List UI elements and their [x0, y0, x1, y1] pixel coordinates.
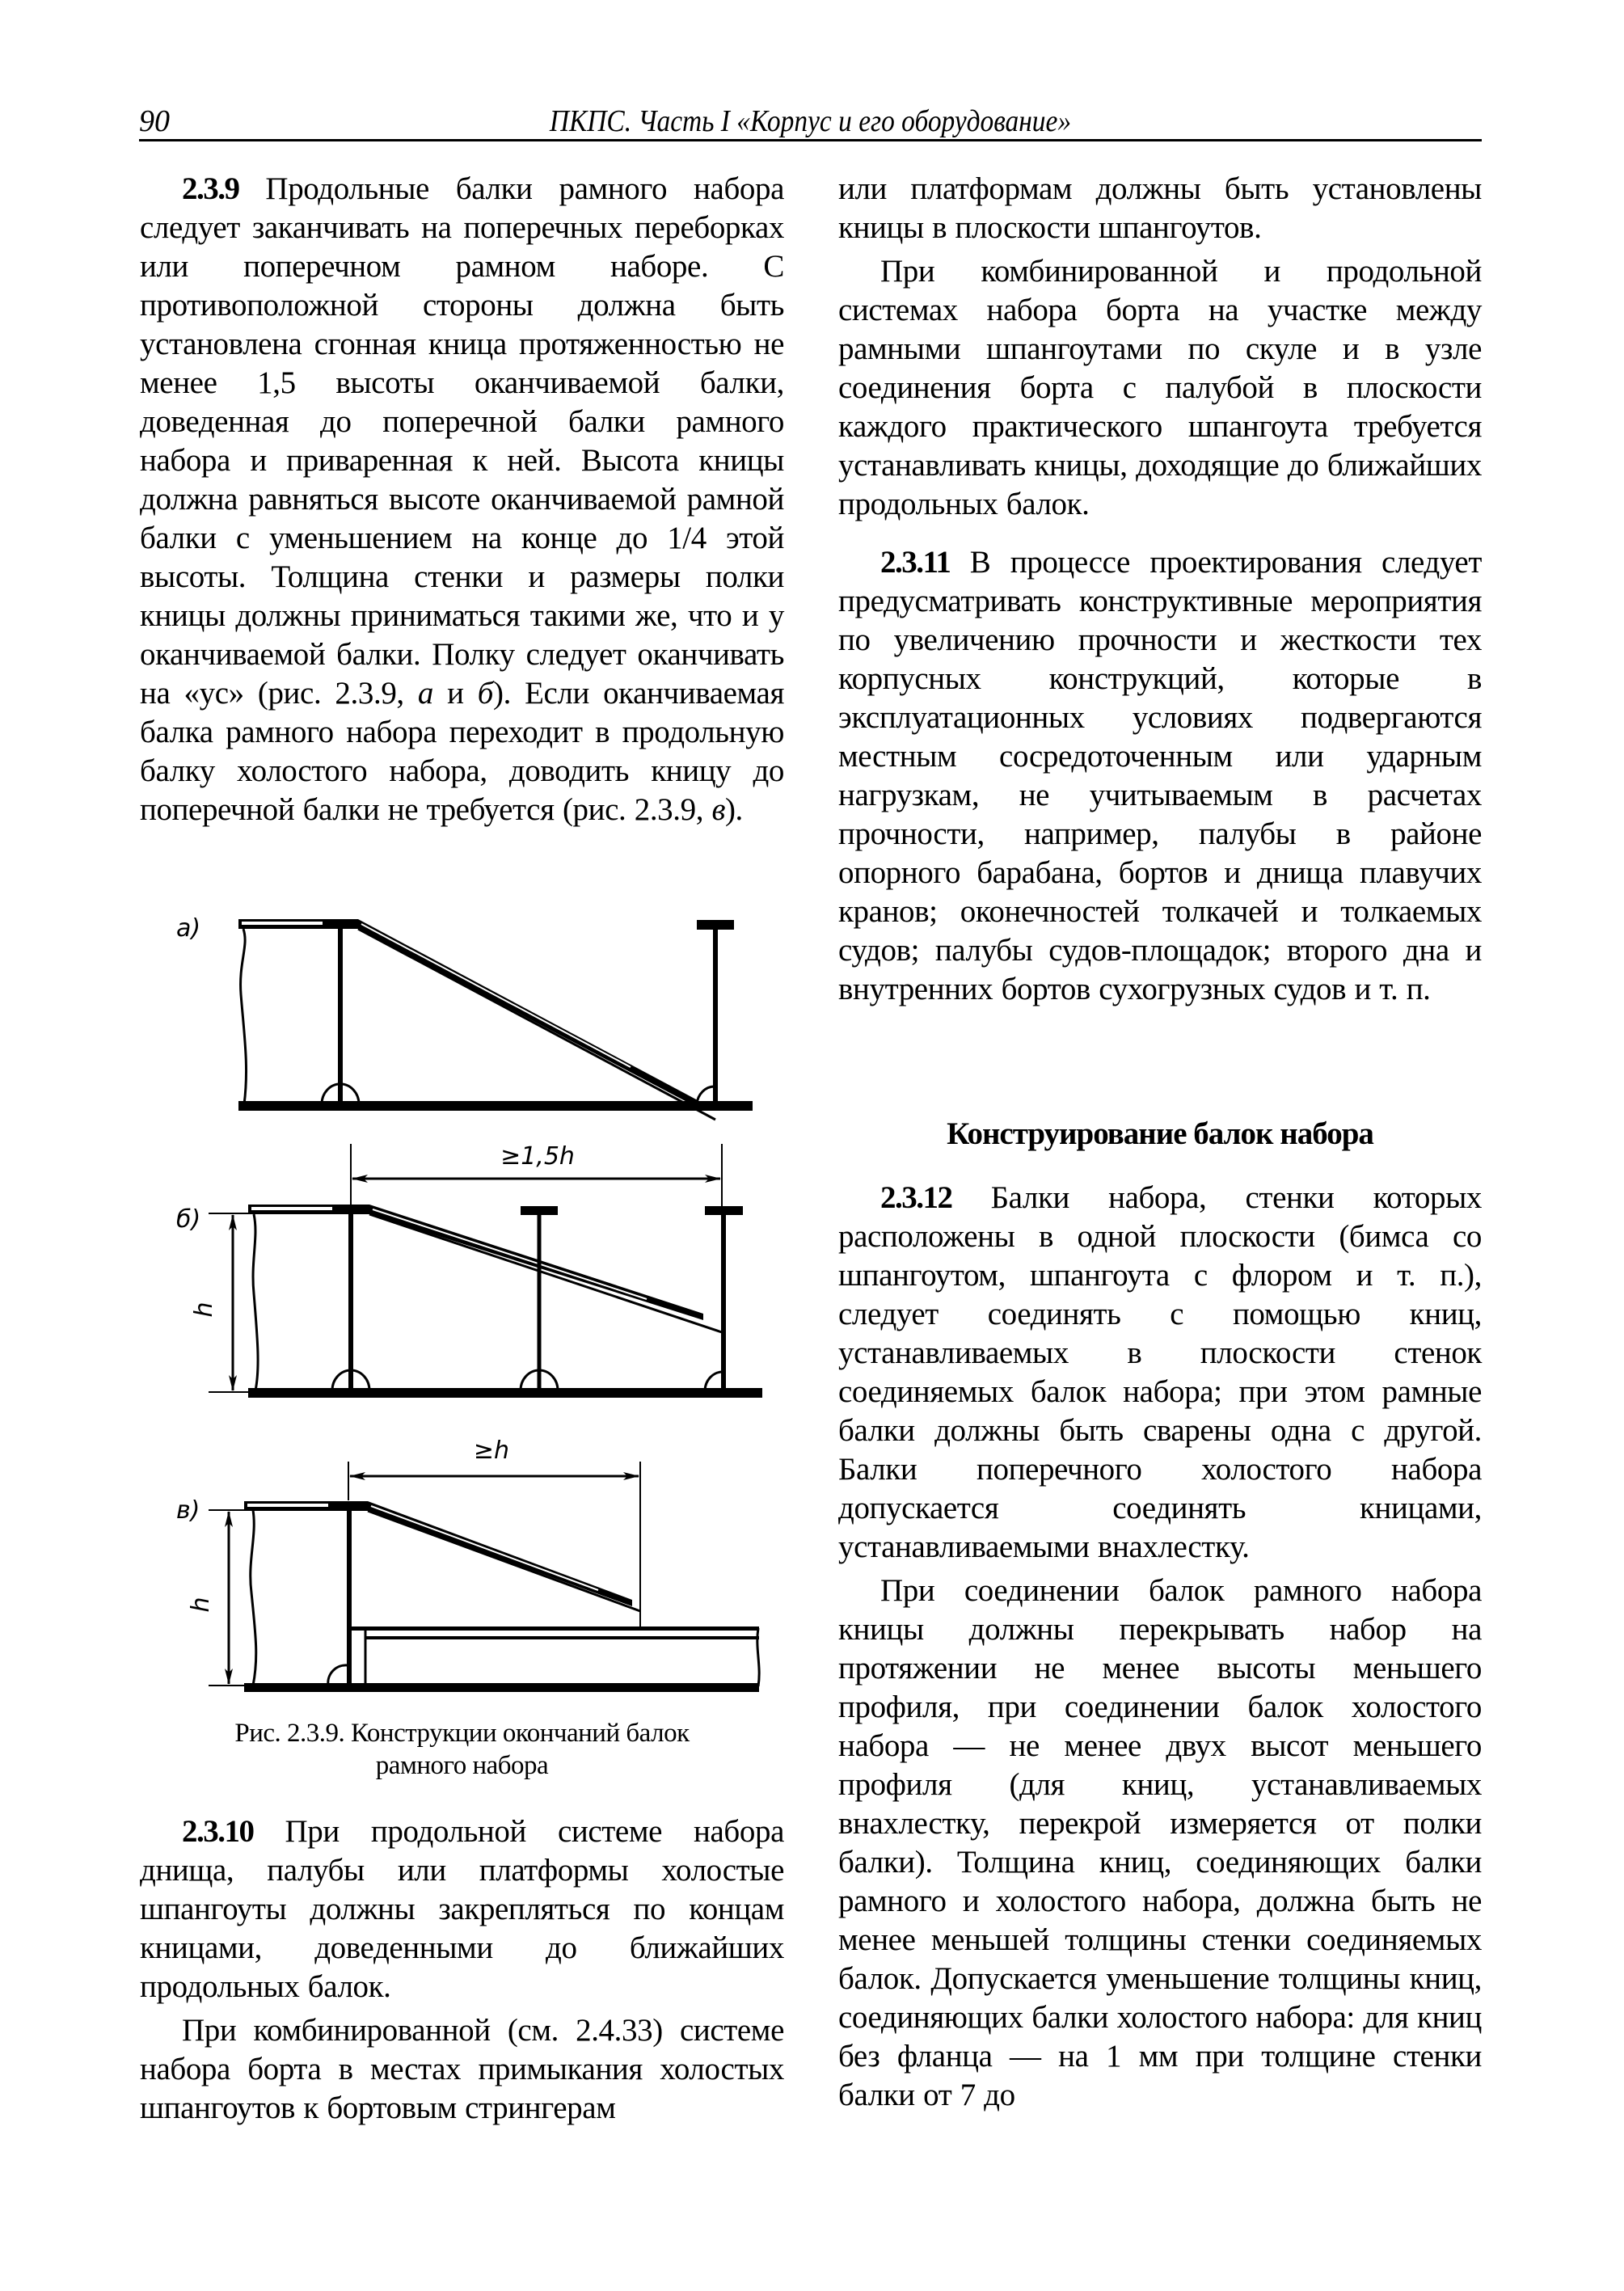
bottom-plate — [238, 1101, 753, 1111]
bracket-gap — [361, 924, 631, 1067]
paragraph-combined: При комбинированной (см. 2.4.33) системе набора борта в местах примыкания холостых шпангоутов к бортовым стрингерам — [140, 2013, 784, 2125]
flange-gap — [251, 1207, 332, 1210]
scallop — [705, 1372, 723, 1390]
flange-gap — [242, 922, 323, 925]
right-column-top — [838, 170, 1482, 1009]
figure-ref-b: б — [477, 676, 493, 711]
bracket-edge — [369, 1214, 722, 1332]
bottom-plate — [244, 1683, 759, 1692]
dimension-label-1-5h: ≥1,5h — [500, 1142, 575, 1171]
bracket-gap — [371, 1506, 598, 1590]
right-column-bottom — [838, 1179, 1482, 2115]
break-line — [241, 929, 247, 1104]
paragraph-text: Продольные балки рамного набора следует заканчивать на поперечных переборках или поперечном рамном наборе. С противоположной стороны должна быть установлена сгонная кница протяженностью не менее 1,5 высоты оканчиваемой балки, доведенная до поперечной балки рамного набора и приваренная к ней. Высота кницы должна равняться высоте оканчиваемой рамной балки с уменьшением на конце до 1/4 этой высоты. Толщина стенки и размеры полки кницы должны приниматься такими же, что и у оканчиваемой балки. Полку следует оканчивать на «ус» (рис. 2.3.9, — [140, 171, 784, 711]
frame-flange — [521, 1206, 558, 1215]
paragraph-text: ). Если оканчиваемая балка рамного набора переходит в продольную балку холостого набора, доводить кницу до поперечной балки не требуется (рис. 2.3.9, — [140, 676, 784, 827]
clause-number: 2.3.9 — [182, 171, 239, 206]
dimension-label-h: ≥h — [473, 1437, 510, 1465]
bracket-gap — [373, 1209, 647, 1299]
paragraph-2-3-9 — [140, 170, 784, 829]
break-line — [253, 1214, 258, 1390]
height-label: h — [187, 1597, 215, 1613]
paragraph-combined-long: При комбинированной и продольной системах набора борта на участке между рамными шпангоутами по скуле и в узле соединения борта с палубой в плоскости каждого практического шпангоута требуется устанавливать кницы, доходящие до ближайших продольных балок. — [838, 254, 1482, 521]
paragraph-text: ). — [724, 792, 743, 827]
bracket-edge — [358, 929, 715, 1120]
caption-line: рамного набора — [375, 1751, 549, 1780]
caption-line: Рис. 2.3.9. Конструкции окончаний балок — [234, 1719, 690, 1748]
beam-flange — [697, 920, 734, 930]
break-line — [251, 1510, 256, 1686]
running-title: ПКПС. Часть I «Корпус и его оборудование» — [549, 104, 1072, 138]
paragraph-joining: При соединении балок рамного набора кницы должны перекрывать набор на протяжении не менее высоты меньшего профиля, при соединении балок холостого набора — не менее двух высот меньшего профиля (для книц, устанавливаемых внахлестку, перекрой измеряется от полки балки). Толщина книц, соединяющих балки рамного и холостого набора, должна быть не менее меньшей толщины стенки соединяемых балок. Допускается уменьшение толщины книц, соединяющих балки холостого набора: для книц без фланца — на 1 мм при толщине стенки балки от 7 до — [838, 1573, 1482, 2112]
scallop — [328, 1665, 348, 1686]
panel-a-label: а) — [176, 914, 201, 943]
paragraph-2-3-10 — [140, 1812, 784, 2128]
clause-number: 2.3.10 — [182, 1814, 254, 1849]
panel-a — [176, 914, 753, 1120]
paragraph-continued: или платформам должны быть установлены кницы в плоскости шпангоутов. — [838, 171, 1482, 245]
bottom-plate — [248, 1388, 762, 1398]
figure-2-3-9 — [146, 889, 792, 1698]
clause-number: 2.3.12 — [880, 1180, 952, 1215]
beam-flange — [705, 1206, 743, 1215]
panel-v-label: в) — [176, 1496, 200, 1525]
figure-ref-a: а — [417, 676, 434, 711]
paragraph-text: При продольной системе набора днища, палубы или платформы холостые шпангоуты должны закрепляться по концам кницами, доведенными до ближайших продольных балок. — [140, 1814, 784, 2004]
paragraph-text: В процессе проектирования следует предусматривать конструктивные мероприятия по увеличению прочности и жесткости тех корпусных конструкций, которые в эксплуатационных условиях подвергаются местным сосредоточенным или ударным нагрузкам, не учитываемым в расчетах прочности, например, палубы в районе опорного барабана, бортов и днища плавучих кранов; оконечностей толкачей и толкаемых судов; палубы судов-площадок; второго дна и внутренних бортов сухогрузных судов и т. п. — [838, 545, 1482, 1006]
girder-flange-top — [349, 1626, 759, 1631]
page-number: 90 — [139, 104, 170, 138]
panel-v — [176, 1437, 759, 1692]
section-heading: Конструирование балок набора — [947, 1116, 1373, 1151]
figure-ref-v: в — [711, 792, 725, 827]
panel-b — [176, 1142, 762, 1398]
height-label: h — [190, 1302, 218, 1318]
girder-flange-bottom — [365, 1636, 759, 1639]
header-rule — [139, 139, 1482, 141]
figure-caption — [140, 1717, 784, 1782]
flange-gap — [247, 1504, 328, 1507]
clause-number: 2.3.11 — [880, 545, 951, 580]
paragraph-2-3-12 — [838, 1179, 1482, 1567]
panel-b-label: б) — [176, 1205, 201, 1234]
paragraph-text: и — [433, 676, 478, 711]
bracket-edge — [368, 1511, 640, 1611]
paragraph-text: Балки набора, стенки которых расположены в одной плоскости (бимса со шпангоутом, шпангоута с флором и т. п.), следует соединять с помощью книц, устанавливаемых в плоскости стенок соединяемых балок набора; при этом рамные балки должны быть сварены одна с другой. Балки поперечного холостого набора допускается соединять кницами, устанавливаемыми внахлестку. — [838, 1180, 1482, 1564]
paragraph-2-3-11 — [838, 543, 1482, 1009]
